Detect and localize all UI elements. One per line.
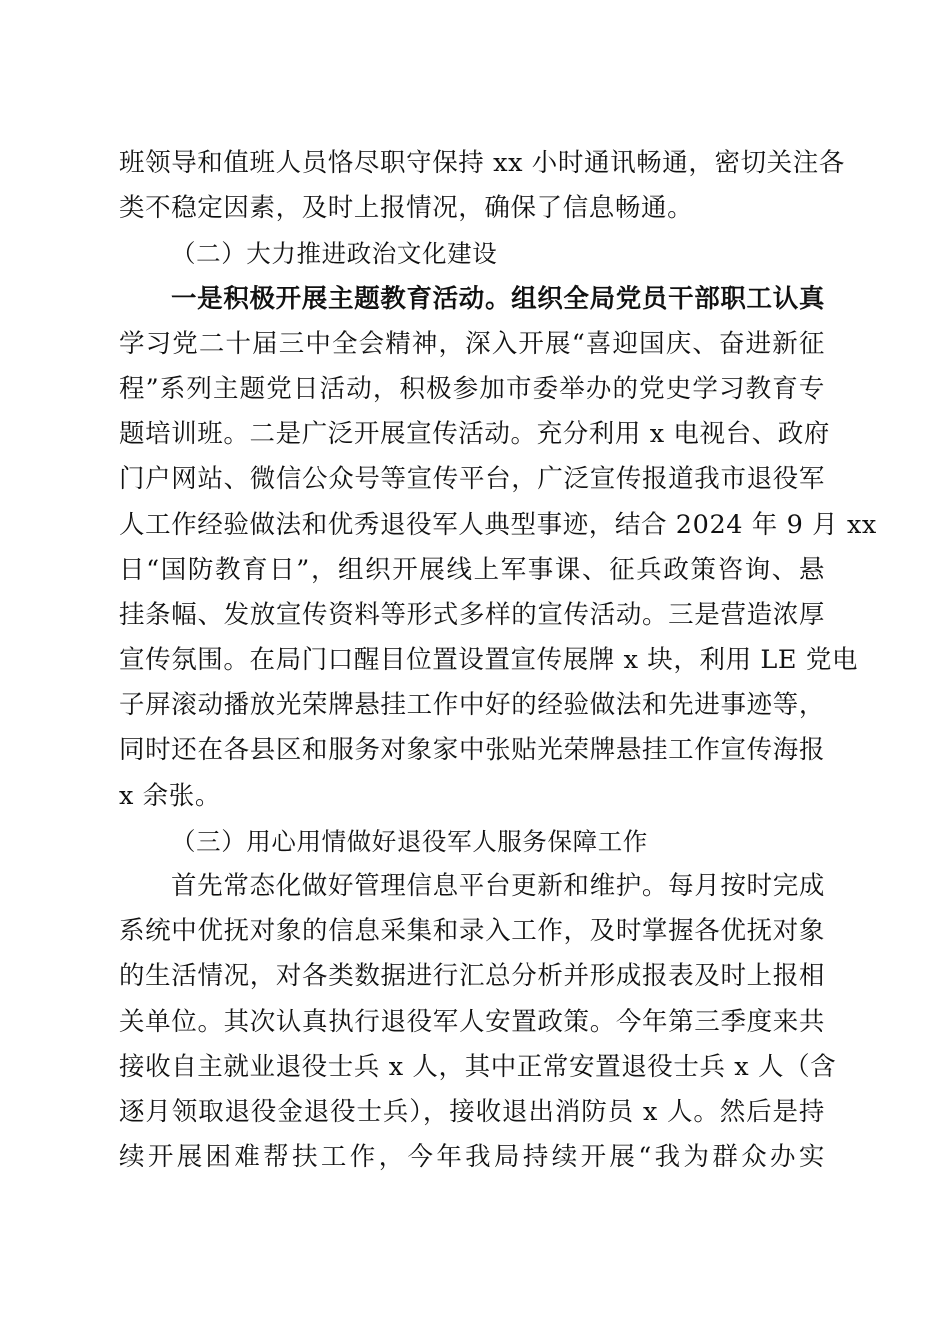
paragraph-line: 人工作经验做法和优秀退役军人典型事迹，结合 2024 年 9 月 xx: [119, 509, 877, 540]
paragraph-line: 首先常态化做好管理信息平台更新和维护。每月按时完成: [171, 871, 825, 901]
paragraph-line: 接收自主就业退役士兵 x 人，其中正常安置退役士兵 x 人（含: [119, 1051, 837, 1082]
paragraph-line: 关单位。其次认真执行退役军人安置政策。今年第三季度来共: [119, 1006, 825, 1037]
paragraph-line: 续开展困难帮扶工作，今年我局持续开展“我为群众办实: [119, 1142, 825, 1173]
paragraph-line: 逐月领取退役金退役士兵），接收退出消防员 x 人。然后是持: [119, 1096, 825, 1127]
paragraph-line: 子屏滚动播放光荣牌悬挂工作中好的经验做法和先进事迹等，: [119, 690, 825, 721]
section-heading-2: （二）大力推进政治文化建设: [171, 239, 498, 269]
paragraph-line: 一是积极开展主题教育活动。组织全局党员干部职工认真: [171, 283, 825, 314]
paragraph-line: 挂条幅、发放宣传资料等形式多样的宣传活动。三是营造浓厚: [119, 599, 825, 630]
section-heading-3: （三）用心用情做好退役军人服务保障工作: [171, 826, 648, 856]
paragraph-line: 的生活情况，对各类数据进行汇总分析并形成报表及时上报相: [119, 961, 825, 992]
paragraph-line: 日“国防教育日”，组织开展线上军事课、征兵政策咨询、悬: [119, 554, 825, 585]
paragraph-line: 题培训班。二是广泛开展宣传活动。充分利用 x 电视台、政府: [119, 419, 830, 450]
paragraph-line: 宣传氛围。在局门口醒目位置设置宣传展牌 x 块，利用 LE 党电: [119, 645, 859, 676]
paragraph-line: 系统中优抚对象的信息采集和录入工作，及时掌握各优抚对象: [119, 916, 825, 947]
paragraph-line: 同时还在各县区和服务对象家中张贴光荣牌悬挂工作宣传海报: [119, 735, 825, 766]
paragraph-line: x 余张。: [119, 780, 221, 811]
document-body: [119, 141, 877, 1180]
paragraph-line: 门户网站、微信公众号等宣传平台，广泛宣传报道我市退役军: [119, 464, 825, 495]
paragraph-line: 类不稳定因素，及时上报情况，确保了信息畅通。: [119, 193, 694, 224]
paragraph-line: 程”系列主题党日活动，积极参加市委举办的党史学习教育专: [119, 373, 825, 404]
paragraph-line: 学习党二十届三中全会精神，深入开展“喜迎国庆、奋进新征: [119, 328, 825, 359]
paragraph-line: 班领导和值班人员恪尽职守保持 xx 小时通讯畅通，密切关注各: [119, 148, 845, 178]
